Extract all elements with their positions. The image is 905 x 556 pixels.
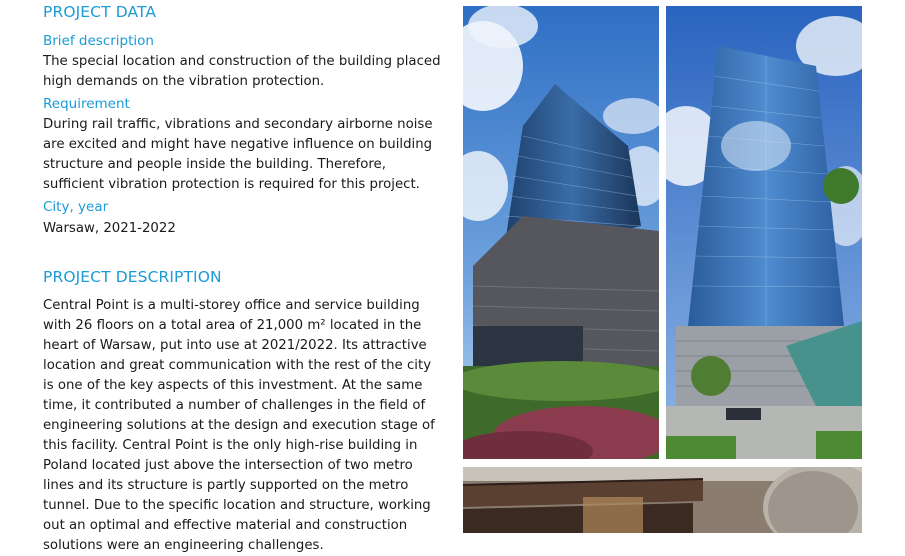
tunnel-construction-photo (463, 467, 862, 533)
requirement-text: During rail traffic, vibrations and secondary airborne noise are excited and might have negative influence on building structure and people inside the building. Therefore, sufficient vibration protection is required for this project. (43, 117, 433, 192)
brief-description-text: The special location and construction of the building placed high demands on the vibration protection. (43, 54, 441, 89)
city-year-label: City, year (43, 199, 109, 215)
building-photo-right (666, 6, 862, 459)
city-year-text: Warsaw, 2021-2022 (43, 221, 176, 236)
requirement-label: Requirement (43, 96, 130, 112)
project-description-text: Central Point is a multi-storey office and service building with 26 floors on a total area of 21,000 m² located in the heart of Warsaw, put into use at 2021/2022. Its attractive location and great communication with the rest of the city is one of the key aspects of this investment. At the same time, it contributed a number of challenges in the field of engineering solutions at the design and execution stage of this facility. Central Point is the only high-rise building in Poland located just above the intersection of two metro lines and its structure is partly supported on the metro tunnel. Due to the specific location and structure, working out an optimal and effective material and construction solutions were an engineering challenges. (43, 298, 435, 553)
project-data-heading: PROJECT DATA (43, 3, 157, 21)
brief-description-label: Brief description (43, 33, 154, 49)
project-description-heading: PROJECT DESCRIPTION (43, 268, 222, 286)
building-photo-left (463, 6, 659, 459)
